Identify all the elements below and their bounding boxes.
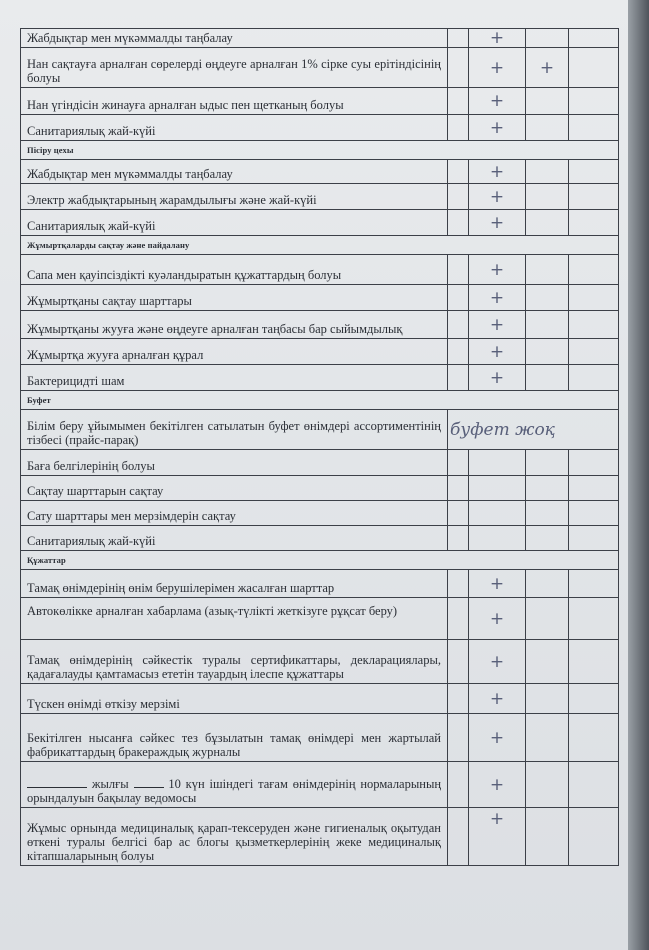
checklist-row [21,570,619,598]
section-title: Құжаттар [21,551,619,570]
checklist-row [21,598,619,640]
row-label: Түскен өнімді өткізу мерзімі [21,684,448,714]
row-label: Жұмыс орнында медициналық қарап-тексеруден және гигиеналық оқытудан өткені туралы белгісі бар ас блогы қызметкерлерінің жеке медициналық кітапшаларының болуы [21,808,448,866]
row-label: Жұмыртқаны жууға және өңдеуге арналған таңбасы бар сыйымдылық [21,311,448,339]
checklist-row [21,339,619,365]
handwritten-plus-mark [469,526,526,551]
checklist-row [21,48,619,88]
handwritten-plus-mark: + [469,570,526,598]
checklist-row [21,255,619,285]
handwritten-plus-mark: + [469,598,526,640]
checklist-row [21,450,619,476]
row-label: Жұмыртқаны сақтау шарттары [21,285,448,311]
extra-mark [526,184,569,210]
checklist-sheet [20,28,618,866]
row-label: Бактерицидті шам [21,365,448,391]
row-label: Жұмыртқа жууға арналған құрал [21,339,448,365]
extra-mark [526,115,569,141]
row-label: Сату шарттары мен мерзімдерін сақтау [21,501,448,526]
extra-mark [526,88,569,115]
checklist-table [20,28,619,866]
row-label-rest: 10 күн ішіндегі тағам өнімдерінің нормаларының орындалуын бақылау ведомосы [27,777,442,805]
row-label: Нан үгіндісін жинауға арналған ыдыс пен щетканың болуы [21,88,448,115]
checklist-row [21,184,619,210]
section-header-row [21,141,619,160]
handwritten-plus-mark: + [469,184,526,210]
checklist-row [21,88,619,115]
extra-mark [526,311,569,339]
checklist-row [21,476,619,501]
extra-mark [526,255,569,285]
extra-mark [526,762,569,808]
row-label: Тамақ өнімдерінің сәйкестік туралы сертификаттары, декларациялары, қадағалауды қамтамасыз ететін тауардың ілеспе құжаттары [21,640,448,684]
handwritten-plus-mark: + [469,285,526,311]
extra-mark [526,714,569,762]
extra-mark [526,526,569,551]
section-header-row [21,236,619,255]
handwritten-plus-mark: + [469,684,526,714]
section-title: Жұмыртқаларды сақтау және пайдалану [21,236,619,255]
extra-mark [526,365,569,391]
handwritten-plus-mark: + [469,255,526,285]
row-label: Санитариялық жай-күйі [21,115,448,141]
checklist-row [21,29,619,48]
extra-mark [526,640,569,684]
checklist-row [21,160,619,184]
extra-mark [526,684,569,714]
checklist-row [21,684,619,714]
handwritten-plus-mark: + [469,115,526,141]
row-label: Санитариялық жай-күйі [21,210,448,236]
row-label: Жабдықтар мен мүкәммалды таңбалау [21,160,448,184]
handwritten-buffet-note: буфет жоқ [448,410,619,450]
extra-mark [526,570,569,598]
row-label: Бекітілген нысанға сәйкес тез бұзылатын тамақ өнімдері мен жартылай фабрикаттардың бракераждық журналы [21,714,448,762]
row-label-year: жылғы [91,777,129,791]
handwritten-plus-mark: + [469,210,526,236]
row-label: Нан сақтауға арналған сөрелерді өңдеуге арналған 1% сірке суы ерітіндісінің болуы [21,48,448,88]
handwritten-plus-mark: + [469,762,526,808]
extra-mark [526,339,569,365]
extra-mark [526,501,569,526]
handwritten-plus-mark: + [469,29,526,48]
handwritten-plus-mark: + [469,808,526,866]
extra-mark [526,210,569,236]
row-label: Автокөлікке арналған хабарлама (азық-түлікті жеткізуге рұқсат беру) [21,598,448,640]
handwritten-plus-mark: + [469,714,526,762]
checklist-row [21,762,619,808]
checklist-row [21,501,619,526]
row-label: Жабдықтар мен мүкәммалды таңбалау [21,29,448,48]
extra-mark [526,808,569,866]
section-title: Пісіру цехы [21,141,619,160]
handwritten-plus-mark [469,501,526,526]
row-label [21,762,448,808]
row-label: Электр жабдықтарының жарамдылығы және жай-күйі [21,184,448,210]
handwritten-plus-mark: + [469,160,526,184]
checklist-row [21,640,619,684]
checklist-row [21,115,619,141]
section-title: Буфет [21,391,619,410]
checklist-row [21,311,619,339]
handwritten-plus-mark: + [469,640,526,684]
extra-mark [526,450,569,476]
section-header-row [21,391,619,410]
section-header-row [21,551,619,570]
checklist-row [21,285,619,311]
handwritten-plus-mark: + [469,88,526,115]
row-label: Білім беру ұйымымен бекітілген сатылатын буфет өнімдері ассортиментінің тізбесі (прайс-парақ) [21,410,448,450]
row-label: Санитариялық жай-күйі [21,526,448,551]
extra-mark [526,285,569,311]
row-label: Баға белгілерінің болуы [21,450,448,476]
checklist-row [21,210,619,236]
checklist-row [21,714,619,762]
extra-mark [526,598,569,640]
checklist-row [21,365,619,391]
row-label: Тамақ өнімдерінің өнім берушілерімен жасалған шарттар [21,570,448,598]
extra-mark [526,476,569,501]
handwritten-plus-mark [469,476,526,501]
handwritten-plus-mark: + [469,48,526,88]
checklist-row [21,410,619,450]
extra-mark [526,29,569,48]
handwritten-plus-mark: + [469,365,526,391]
handwritten-plus-mark [469,450,526,476]
handwritten-plus-mark: + [469,339,526,365]
extra-mark: + [526,48,569,88]
row-label: Сапа мен қауіпсіздікті куәландыратын құжаттардың болуы [21,255,448,285]
extra-mark [526,160,569,184]
row-label: Сақтау шарттарын сақтау [21,476,448,501]
page-edge-shadow [628,0,649,950]
checklist-row [21,808,619,866]
handwritten-plus-mark: + [469,311,526,339]
checklist-row [21,526,619,551]
